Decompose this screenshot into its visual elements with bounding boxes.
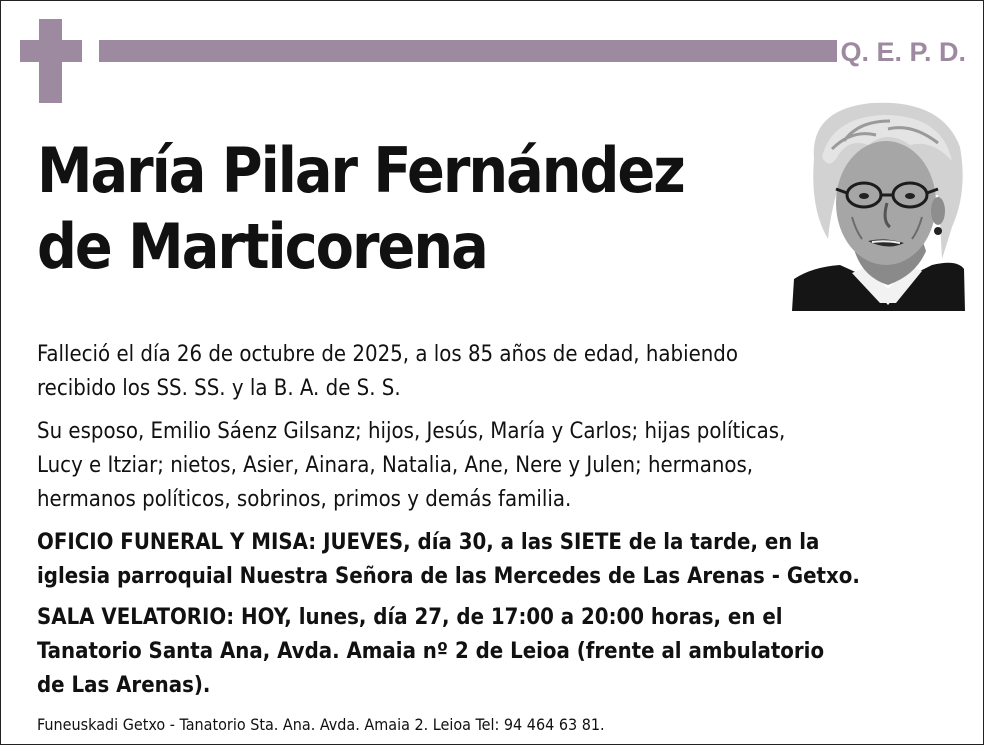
funeral-text: OFICIO FUNERAL Y MISA: JUEVES, día 30, a las SIETE de la tarde, en la iglesia parroquial Nuestra Señora de las Mercedes de Las Arenas - Getxo.	[37, 530, 860, 589]
cross-horizontal-bar	[20, 40, 82, 62]
name-line-2: de Marticorena	[37, 210, 487, 283]
death-notice-text: Falleció el día 26 de octubre de 2025, a los 85 años de edad, habiendo recibido los SS. SS. y la B. A. de S. S.	[37, 342, 738, 401]
header-rule	[99, 40, 837, 62]
qepd-label: Q. E. P. D.	[840, 37, 966, 67]
portrait-photo	[792, 99, 965, 311]
deceased-name	[37, 133, 797, 285]
family-text: Su esposo, Emilio Sáenz Gilsanz; hijos, Jesús, María y Carlos; hijas políticas, Lucy e Itziar; nietos, Asier, Ainara, Natalia, Ane, Nere y Julen; hermanos, hermanos políticos, sobrinos, primos y demás familia.	[37, 419, 786, 512]
notice-body	[37, 338, 967, 703]
name-line-1: María Pilar Fernández	[37, 134, 684, 207]
funeral-home-footer: Funeuskadi Getxo - Tanatorio Sta. Ana. Avda. Amaia 2. Leioa Tel: 94 464 63 81.	[37, 715, 605, 734]
wake-room-text: SALA VELATORIO: HOY, lunes, día 27, de 17:00 a 20:00 horas, en el Tanatorio Santa Ana, Avda. Amaia nº 2 de Leioa (frente al ambulatorio de Las Arenas).	[37, 605, 825, 698]
